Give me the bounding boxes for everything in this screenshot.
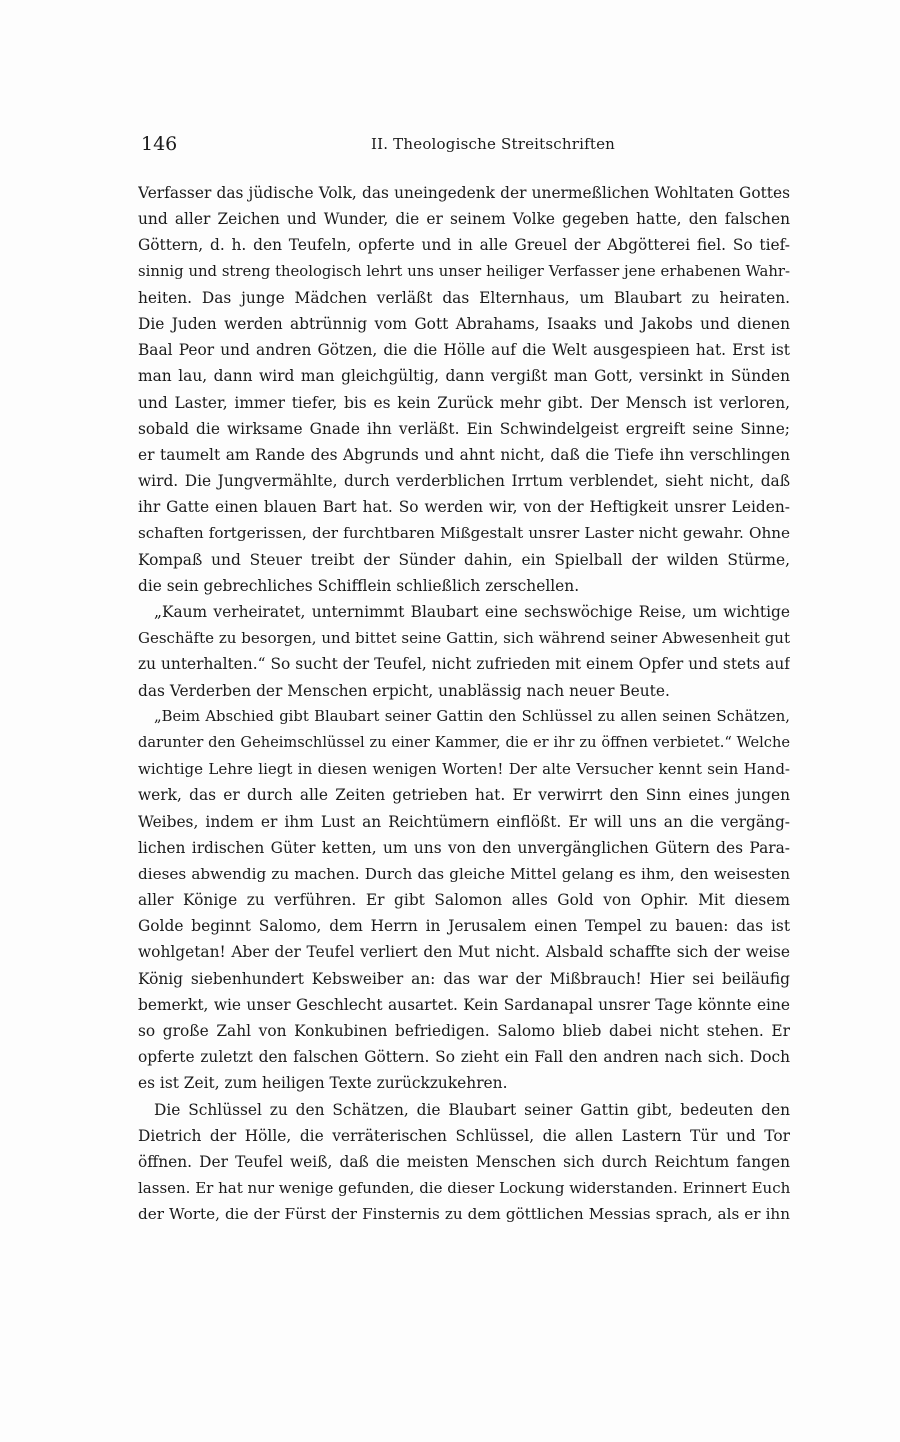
page-number: 146 xyxy=(141,133,178,155)
text-line: Verfasser das jüdische Volk, das uneingedenk der unermeßlichen Wohltaten Gottes xyxy=(138,184,790,202)
text-line: das Verderben der Menschen erpicht, unablässig nach neuer Beute. xyxy=(138,681,670,700)
text-line: lichen irdischen Güter ketten, um uns von den unvergänglichen Gütern des Para- xyxy=(138,838,790,857)
text-line: „Beim Abschied gibt Blaubart seiner Gattin den Schlüssel zu allen seinen Schätzen, xyxy=(154,707,790,725)
text-line: es ist Zeit, zum heiligen Texte zurückzukehren. xyxy=(138,1074,508,1093)
text-line: man lau, dann wird man gleichgültig, dann vergißt man Gott, versinkt in Sünden xyxy=(138,367,790,386)
text-line: Golde beginnt Salomo, dem Herrn in Jerusalem einen Tempel zu bauen: das ist xyxy=(138,917,790,936)
text-line: wohlgetan! Aber der Teufel verliert den Mut nicht. Alsbald schaffte sich der weise xyxy=(138,943,790,962)
text-line: so große Zahl von Konkubinen befriedigen. Salomo blieb dabei nicht stehen. Er xyxy=(138,1022,790,1040)
text-line: König siebenhundert Kebsweiber an: das war der Mißbrauch! Hier sei beiläufig xyxy=(138,969,790,988)
text-line: Baal Peor und andren Götzen, die die Hölle auf die Welt ausgespieen hat. Erst ist xyxy=(138,341,790,360)
text-line: Kompaß und Steuer treibt der Sünder dahin, ein Spielball der wilden Stürme, xyxy=(138,550,790,569)
text-line: öffnen. Der Teufel weiß, daß die meisten Menschen sich durch Reichtum fangen xyxy=(138,1152,790,1171)
text-line: Geschäfte zu besorgen, und bittet seine Gattin, sich während seiner Abwesenheit gut xyxy=(138,629,790,648)
text-line: bemerkt, wie unser Geschlecht ausartet. Kein Sardanapal unsrer Tage könnte eine xyxy=(138,995,790,1014)
text-line: ihr Gatte einen blauen Bart hat. So werden wir, von der Heftigkeit unsrer Leiden- xyxy=(138,498,790,517)
text-line: dieses abwendig zu machen. Durch das gleiche Mittel gelang es ihm, den weisesten xyxy=(138,864,790,883)
text-line: er taumelt am Rande des Abgrunds und ahnt nicht, daß die Tiefe ihn verschlingen xyxy=(138,445,790,464)
text-line: wichtige Lehre liegt in diesen wenigen Worten! Der alte Versucher kennt sein Hand- xyxy=(138,760,790,779)
text-line: zu unterhalten.“ So sucht der Teufel, nicht zufrieden mit einem Opfer und stets auf xyxy=(138,655,790,674)
running-head: II. Theologische Streitschriften xyxy=(371,135,616,153)
text-line: Weibes, indem er ihm Lust an Reichtümern einflößt. Er will uns an die vergäng- xyxy=(138,812,790,831)
text-line: sinnig und streng theologisch lehrt uns unser heiliger Verfasser jene erhabenen Wahr- xyxy=(138,262,790,280)
body-text xyxy=(138,180,790,1228)
text-line: Die Juden werden abtrünnig vom Gott Abrahams, Isaaks und Jakobs und dienen xyxy=(138,314,790,333)
text-line: werk, das er durch alle Zeiten getrieben hat. Er verwirrt den Sinn eines jungen xyxy=(138,786,790,805)
text-line: darunter den Geheimschlüssel zu einer Kammer, die er ihr zu öffnen verbietet.“ Welche xyxy=(138,733,790,751)
text-line: und aller Zeichen und Wunder, die er seinem Volke gegeben hatte, den falschen xyxy=(138,210,790,229)
text-line: die sein gebrechliches Schifflein schließlich zerschellen. xyxy=(138,576,580,595)
text-line: aller Könige zu verführen. Er gibt Salomon alles Gold von Ophir. Mit diesem xyxy=(138,891,790,910)
text-line: und Laster, immer tiefer, bis es kein Zurück mehr gibt. Der Mensch ist verloren, xyxy=(138,393,790,412)
text-line: „Kaum verheiratet, unternimmt Blaubart eine sechswöchige Reise, um wichtige xyxy=(154,603,790,621)
page-header xyxy=(141,133,789,157)
text-line: wird. Die Jungvermählte, durch verderblichen Irrtum verblendet, sieht nicht, daß xyxy=(138,472,790,491)
text-line: Die Schlüssel zu den Schätzen, die Blaubart seiner Gattin gibt, bedeuten den xyxy=(154,1100,790,1119)
text-line: heiten. Das junge Mädchen verläßt das Elternhaus, um Blaubart zu heiraten. xyxy=(138,288,790,307)
text-line: opferte zuletzt den falschen Göttern. So zieht ein Fall den andren nach sich. Doch xyxy=(138,1048,790,1067)
text-line: Göttern, d. h. den Teufeln, opferte und in alle Greuel der Abgötterei fiel. So tief- xyxy=(138,236,790,255)
text-line: schaften fortgerissen, der furchtbaren Mißgestalt unsrer Laster nicht gewahr. Ohne xyxy=(138,524,790,543)
text-line: lassen. Er hat nur wenige gefunden, die dieser Lockung widerstanden. Erinnert Euch xyxy=(138,1179,790,1198)
text-line: Dietrich der Hölle, die verräterischen Schlüssel, die allen Lastern Tür und Tor xyxy=(138,1126,790,1145)
text-line: der Worte, die der Fürst der Finsternis zu dem göttlichen Messias sprach, als er ihn xyxy=(138,1205,790,1224)
text-line: sobald die wirksame Gnade ihn verläßt. Ein Schwindelgeist ergreift seine Sinne; xyxy=(138,419,790,438)
